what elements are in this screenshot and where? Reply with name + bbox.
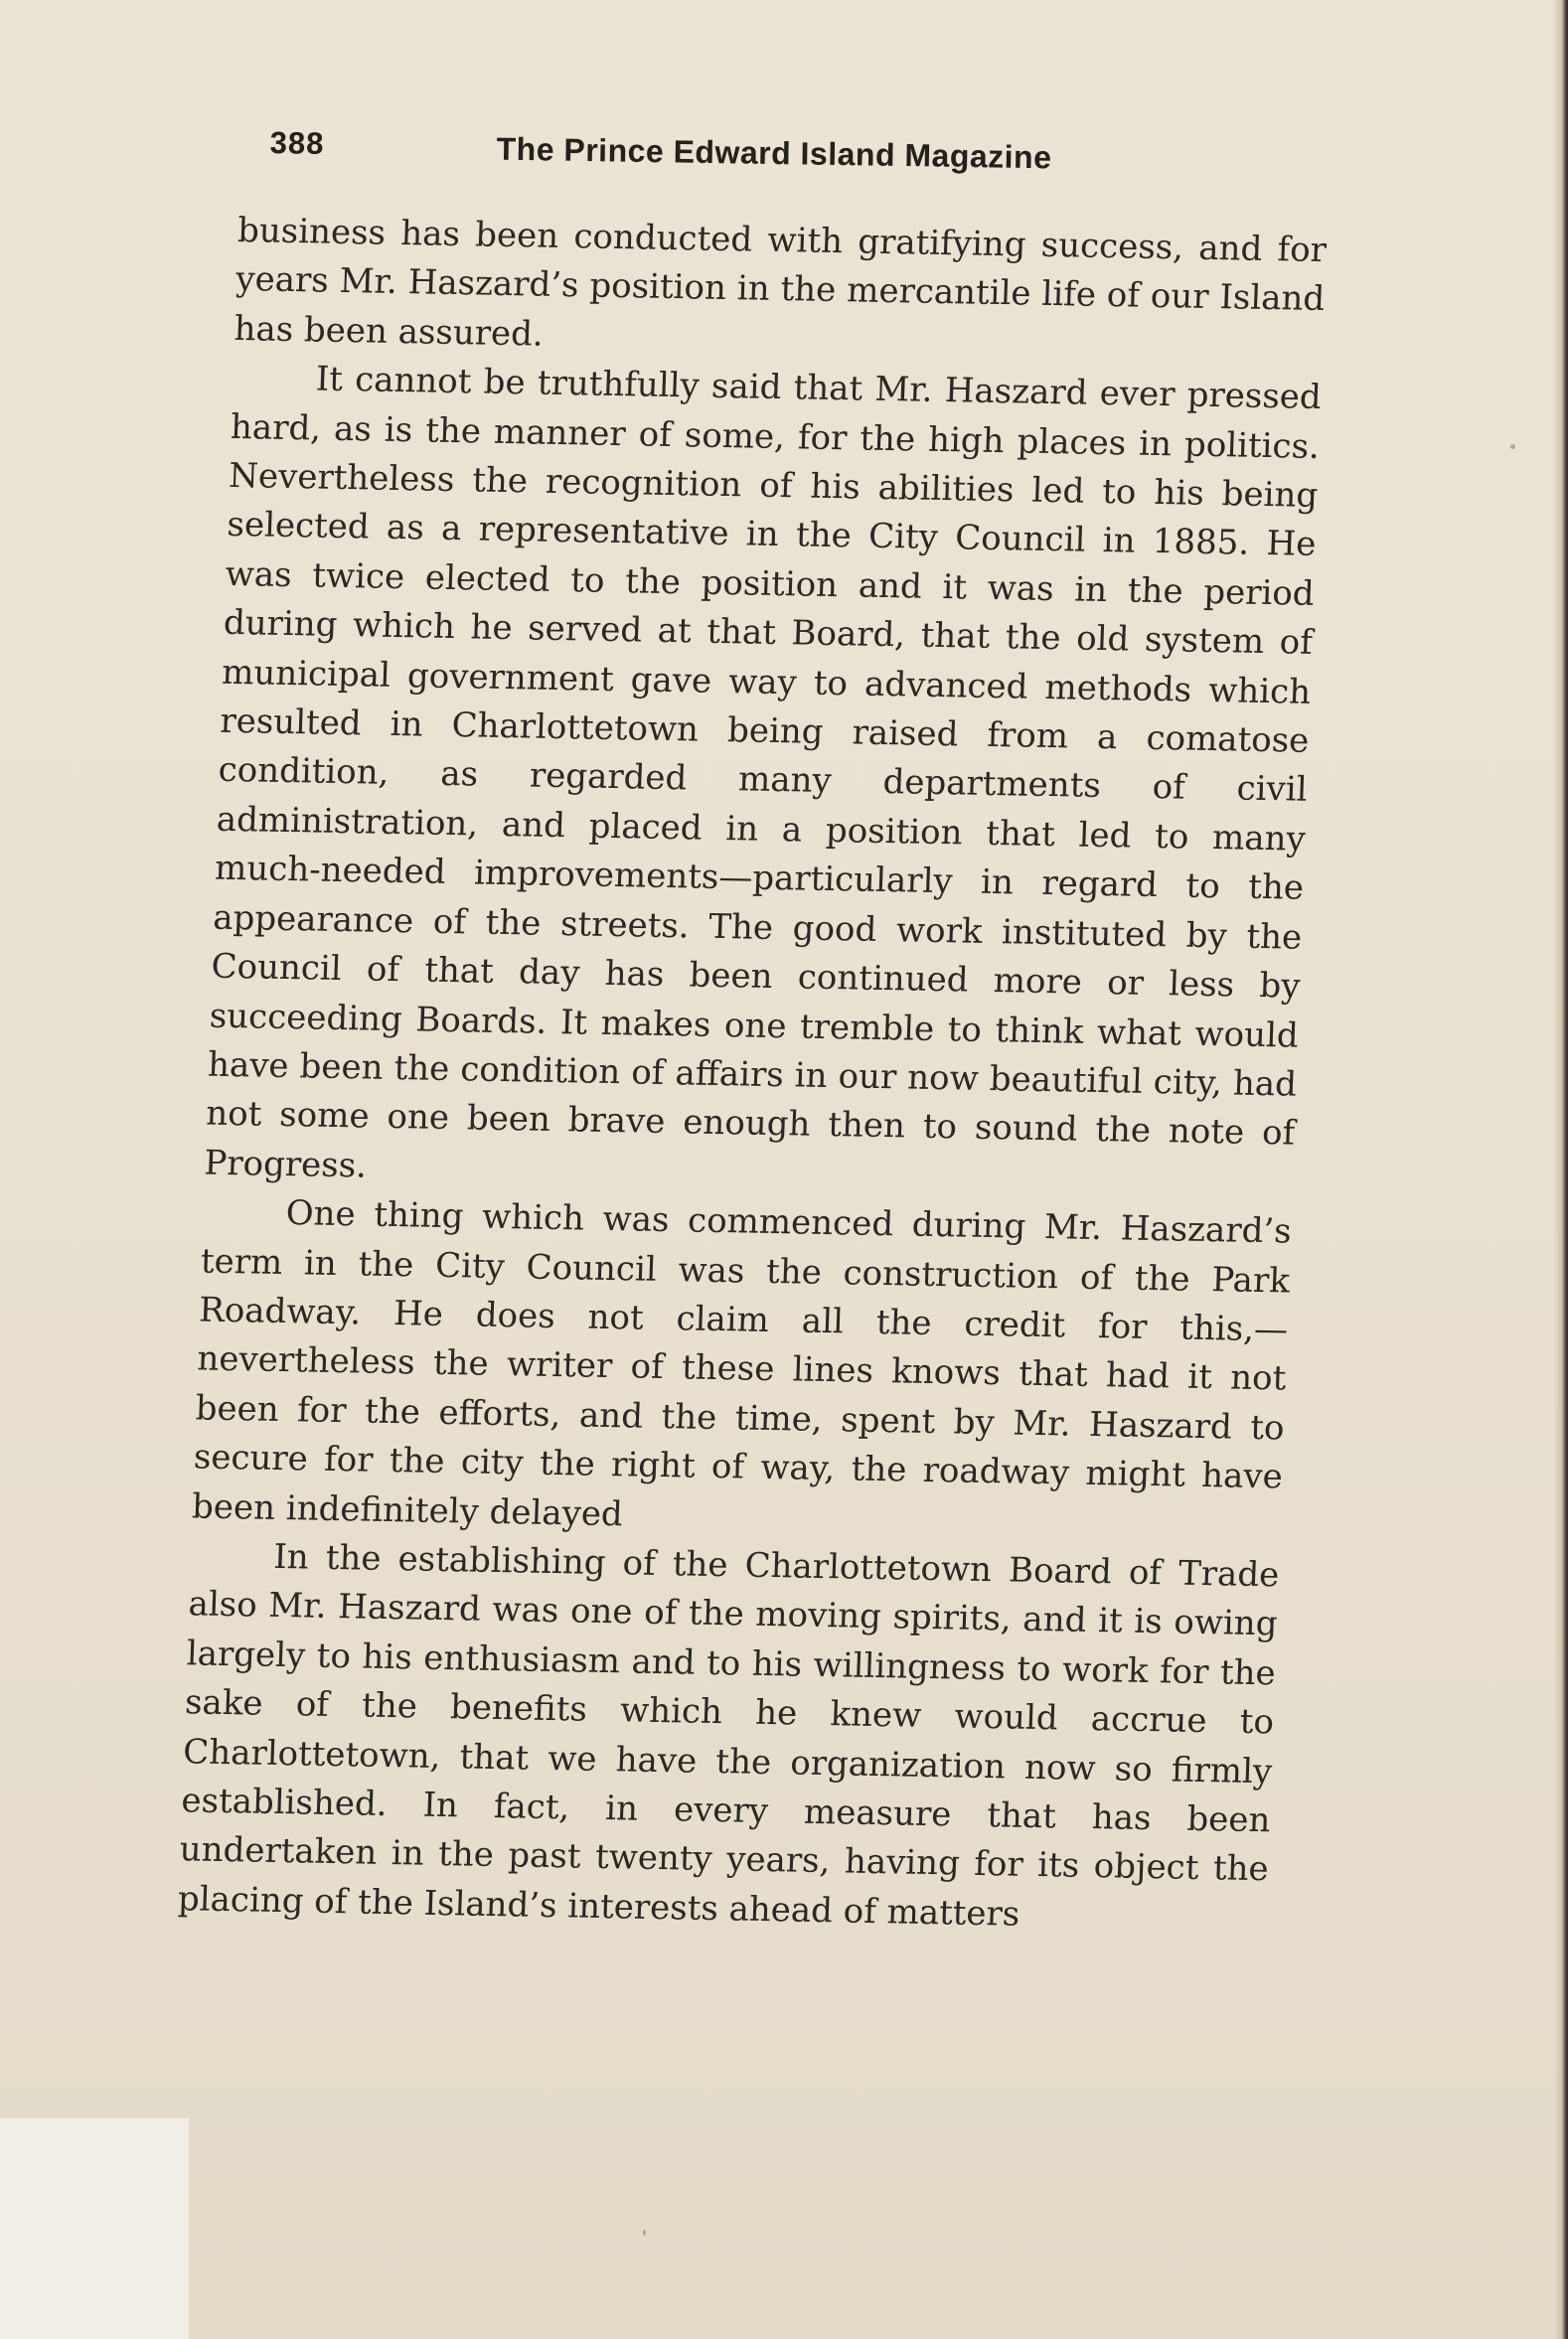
paper-speck bbox=[1510, 444, 1515, 449]
page-edge bbox=[1554, 0, 1568, 2339]
paragraph-3: One thing which was commenced during Mr. Haszard’s term in the City Council was the construction of the Park Roadway. He does not claim all the credit for this,—nevertheless the writer of these lines knows that had it not been for the efforts, and the time, spent by Mr. Haszard to secure for the city the right of way, the roadway might have been indefinitely delayed bbox=[191, 1193, 1293, 1534]
paper-speck bbox=[643, 2230, 646, 2236]
paragraph-2: It cannot be truthfully said that Mr. Haszard ever pressed hard, as is the manner of some, for the high places in politics. Nevertheless the recognition of his abilities led to his being selected as a representative in the City Council in 1885. He was twice elected to the position and it was in the period during which he served at that Board, that the old system of municipal government gave way to advanced methods which resulted in Charlottetown being raised from a comatose condition, as regarded many departments of civil administration, and placed in a position that led to many much-needed improvements—particularly in regard to the appearance of the streets. The good work instituted by the Council of that day has been continued more or less by succeeding Boards. It makes one tremble to think what would have been the condition of affairs in our now beautiful city, had not some one been brave enough then to sound the note of Progress. bbox=[203, 359, 1323, 1186]
paragraph-1: business has been conducted with gratifying success, and for years Mr. Haszard’s position in the mercantile life of our Island has been assured. bbox=[233, 210, 1328, 355]
running-title: The Prince Edward Island Magazine bbox=[496, 130, 1052, 176]
scan-corner bbox=[0, 2118, 189, 2339]
page-number: 388 bbox=[269, 125, 325, 161]
page-header bbox=[267, 125, 1322, 202]
paragraph-4: In the establishing of the Charlottetown Board of Trade also Mr. Haszard was one of the moving spirits, and it is owing largely to his enthusiasm and to his willingness to work for the sake of the benefits which he knew would accrue to Charlottetown, that we have the organization now so firmly established. In fact, in every measure that has been undertaken in the past twenty years, having for its object the placing of the Island’s interests ahead of matters bbox=[177, 1536, 1280, 1935]
body-text bbox=[177, 207, 1328, 1944]
